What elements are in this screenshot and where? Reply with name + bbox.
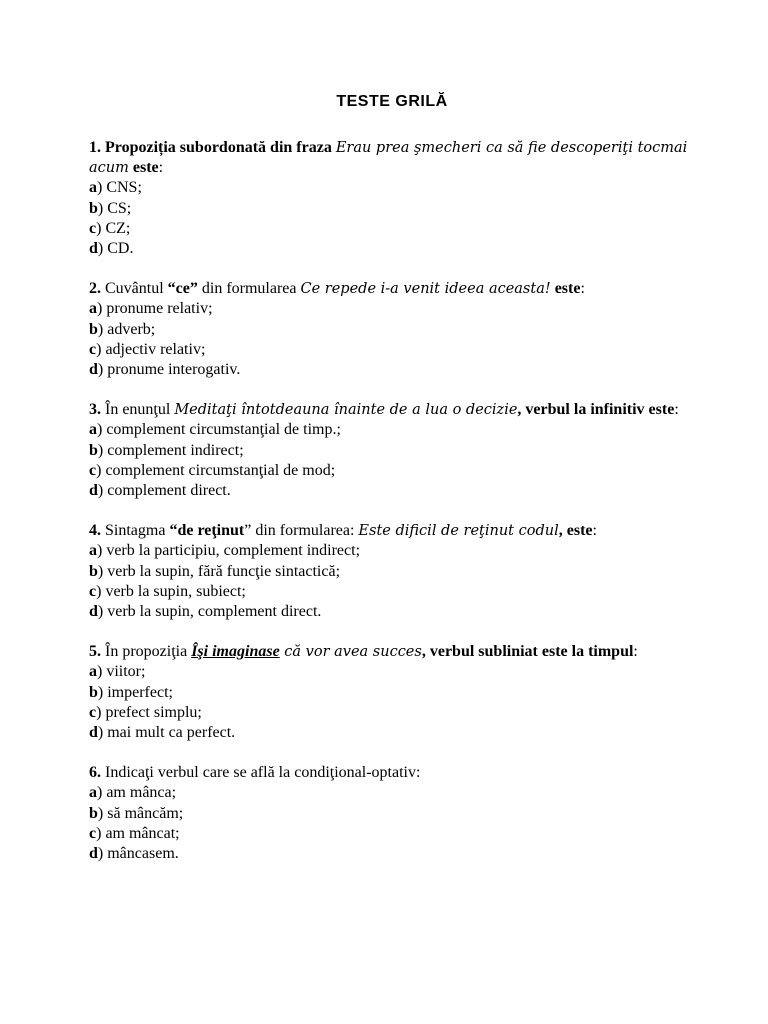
answer-option-b bbox=[89, 320, 689, 340]
option-text: ) imperfect; bbox=[97, 683, 173, 701]
answer-option-b bbox=[89, 562, 689, 582]
option-text: ) CS; bbox=[97, 199, 132, 217]
stem-text: , verbul subliniat este la timpul bbox=[421, 643, 634, 661]
option-letter: b bbox=[89, 199, 98, 217]
stem-text: , este bbox=[558, 522, 593, 540]
answer-option-d bbox=[89, 723, 689, 743]
option-text: ) verb la participiu, complement indirect; bbox=[97, 542, 361, 560]
question-4 bbox=[89, 521, 689, 622]
answer-option-d bbox=[89, 239, 689, 259]
option-letter: b bbox=[89, 441, 98, 459]
option-letter: b bbox=[89, 320, 98, 338]
answer-option-c bbox=[89, 219, 689, 239]
stem-text: ” din formularea: bbox=[244, 522, 359, 540]
option-text: ) complement circumstanţial de timp.; bbox=[97, 421, 341, 439]
question-number: 1. bbox=[89, 139, 101, 156]
option-letter: d bbox=[89, 482, 98, 500]
option-text: ) CZ; bbox=[96, 219, 131, 237]
option-letter: a bbox=[89, 179, 97, 197]
option-text: ) adverb; bbox=[97, 320, 156, 338]
question-stem bbox=[89, 642, 689, 662]
stem-text: : bbox=[158, 159, 164, 177]
answer-option-c bbox=[89, 824, 689, 844]
stem-text: Sintagma bbox=[101, 522, 170, 540]
option-letter: b bbox=[89, 683, 98, 701]
stem-text: În enunţul bbox=[101, 401, 175, 419]
option-letter: d bbox=[89, 724, 98, 742]
stem-text: , verbul la infinitiv este bbox=[517, 401, 675, 419]
question-3 bbox=[89, 400, 689, 501]
stem-text: este bbox=[128, 159, 159, 177]
answer-option-b bbox=[89, 683, 689, 703]
answer-option-c bbox=[89, 461, 689, 481]
option-text: ) verb la supin, complement direct. bbox=[97, 603, 322, 621]
example-sentence: Este dificil de reţinut codul bbox=[358, 523, 559, 540]
answer-option-c bbox=[89, 703, 689, 723]
example-sentence: că vor avea succes bbox=[279, 644, 422, 661]
answer-option-d bbox=[89, 844, 689, 864]
option-text: ) am mâncat; bbox=[96, 824, 180, 842]
example-sentence: Erau prea şmecheri ca să fie descoperiţi tocmai acum bbox=[89, 140, 688, 177]
option-text: ) adjectiv relativ; bbox=[96, 340, 206, 358]
option-letter: b bbox=[89, 562, 98, 580]
question-1 bbox=[89, 138, 689, 259]
stem-text: Îşi imaginase bbox=[191, 643, 280, 661]
answer-option-a bbox=[89, 541, 689, 561]
option-text: ) pronume interogativ. bbox=[97, 361, 241, 379]
option-text: ) mai mult ca perfect. bbox=[97, 724, 236, 742]
option-letter: c bbox=[89, 703, 97, 721]
option-letter: c bbox=[89, 582, 97, 600]
option-letter: a bbox=[89, 663, 97, 681]
stem-text: : bbox=[592, 522, 597, 540]
stem-text: : bbox=[415, 764, 421, 782]
option-letter: d bbox=[89, 845, 98, 863]
answer-option-b bbox=[89, 804, 689, 824]
question-number: 4. bbox=[89, 522, 101, 540]
answer-option-b bbox=[89, 199, 689, 219]
stem-text: Propoziția subordonată din fraza bbox=[101, 139, 336, 156]
question-list bbox=[89, 138, 689, 864]
stem-text: În propoziţia bbox=[101, 643, 192, 661]
option-letter: d bbox=[89, 361, 98, 379]
question-number: 6. bbox=[89, 764, 101, 782]
example-sentence: Ce repede i-a venit ideea aceasta! bbox=[300, 281, 551, 298]
option-letter: c bbox=[89, 340, 97, 358]
option-letter: d bbox=[89, 240, 98, 258]
option-text: ) am mânca; bbox=[97, 784, 177, 802]
option-letter: c bbox=[89, 824, 97, 842]
option-text: ) complement indirect; bbox=[97, 441, 244, 459]
question-2 bbox=[89, 279, 689, 380]
option-text: ) mâncasem. bbox=[97, 845, 179, 863]
option-text: ) viitor; bbox=[97, 663, 146, 681]
question-number: 5. bbox=[89, 643, 101, 661]
answer-option-a bbox=[89, 420, 689, 440]
option-letter: b bbox=[89, 804, 98, 822]
question-stem bbox=[89, 521, 689, 541]
stem-text: din formularea bbox=[197, 280, 301, 298]
question-number: 2. bbox=[89, 280, 101, 298]
answer-option-a bbox=[89, 783, 689, 803]
question-number: 3. bbox=[89, 401, 101, 419]
answer-option-a bbox=[89, 299, 689, 319]
option-text: ) să mâncăm; bbox=[97, 804, 184, 822]
question-6 bbox=[89, 763, 689, 864]
option-letter: c bbox=[89, 219, 97, 237]
option-text: ) complement direct. bbox=[97, 482, 231, 500]
option-text: ) verb la supin, fără funcţie sintactică; bbox=[97, 562, 341, 580]
question-stem bbox=[89, 400, 689, 420]
question-5 bbox=[89, 642, 689, 743]
stem-text: : bbox=[633, 643, 638, 661]
stem-text: : bbox=[580, 280, 585, 298]
document-page bbox=[89, 92, 689, 884]
option-text: ) CD. bbox=[97, 240, 134, 258]
answer-option-d bbox=[89, 360, 689, 380]
answer-option-d bbox=[89, 602, 689, 622]
stem-text: Indicaţi verbul care se află la condiţional-optativ bbox=[101, 764, 416, 782]
option-text: ) CNS; bbox=[97, 179, 142, 197]
option-letter: a bbox=[89, 300, 97, 318]
stem-text: “ce” bbox=[167, 280, 198, 298]
answer-option-a bbox=[89, 178, 689, 198]
answer-option-d bbox=[89, 481, 689, 501]
option-letter: a bbox=[89, 542, 97, 560]
option-letter: a bbox=[89, 784, 97, 802]
page-title: TESTE GRILĂ bbox=[336, 93, 448, 110]
option-text: ) complement circumstanţial de mod; bbox=[96, 461, 336, 479]
answer-option-c bbox=[89, 340, 689, 360]
stem-text: : bbox=[674, 401, 679, 419]
question-stem bbox=[89, 763, 689, 783]
stem-text: “de reţinut bbox=[169, 522, 245, 540]
answer-option-a bbox=[89, 662, 689, 682]
example-sentence: Meditaţi întotdeauna înainte de a lua o decizie bbox=[174, 402, 518, 419]
stem-text: Cuvântul bbox=[101, 280, 168, 298]
stem-text: este bbox=[550, 280, 581, 298]
option-letter: c bbox=[89, 461, 97, 479]
question-stem bbox=[89, 279, 689, 299]
answer-option-c bbox=[89, 582, 689, 602]
option-letter: d bbox=[89, 603, 98, 621]
option-text: ) prefect simplu; bbox=[96, 703, 202, 721]
answer-option-b bbox=[89, 441, 689, 461]
option-text: ) verb la supin, subiect; bbox=[96, 582, 246, 600]
question-stem bbox=[89, 138, 689, 178]
option-letter: a bbox=[89, 421, 97, 439]
option-text: ) pronume relativ; bbox=[97, 300, 213, 318]
